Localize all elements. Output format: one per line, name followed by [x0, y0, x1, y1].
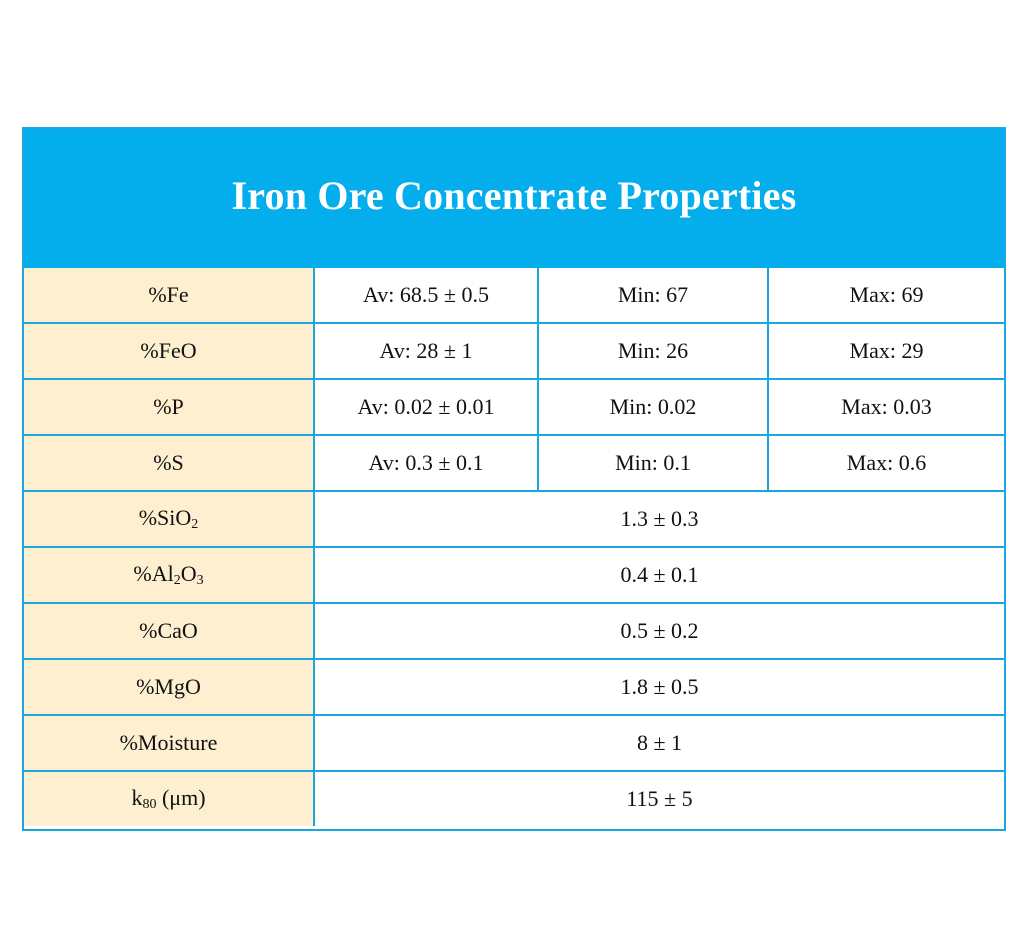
table-row-fe	[24, 268, 1004, 323]
table-row-feo	[24, 323, 1004, 379]
average-cell: Av: 68.5 ± 0.5	[314, 268, 538, 323]
max-cell: Max: 0.6	[768, 435, 1004, 491]
table-row-p	[24, 379, 1004, 435]
max-cell: Max: 69	[768, 268, 1004, 323]
row-label: %Fe	[24, 268, 314, 323]
value-cell: 8 ± 1	[314, 715, 1004, 771]
row-label: %FeO	[24, 323, 314, 379]
row-label: %MgO	[24, 659, 314, 715]
properties-card	[22, 127, 1006, 831]
row-label: %S	[24, 435, 314, 491]
min-cell: Min: 67	[538, 268, 768, 323]
table-row-mgo	[24, 659, 1004, 715]
max-cell: Max: 29	[768, 323, 1004, 379]
row-label: %CaO	[24, 603, 314, 659]
table-row-moisture	[24, 715, 1004, 771]
value-cell: 1.3 ± 0.3	[314, 491, 1004, 547]
min-cell: Min: 0.02	[538, 379, 768, 435]
value-cell: 0.4 ± 0.1	[314, 547, 1004, 603]
table-row-s	[24, 435, 1004, 491]
row-label: %Moisture	[24, 715, 314, 771]
row-label: $k_{80}$ (μm)	[24, 771, 314, 826]
table-title: Iron Ore Concentrate Properties	[231, 173, 797, 218]
table-row-sio2	[24, 491, 1004, 547]
value-cell: 0.5 ± 0.2	[314, 603, 1004, 659]
row-label: %SiO$_2$	[24, 491, 314, 547]
row-label: $\%Al_2O_3$	[24, 547, 314, 603]
average-cell: Av: 0.02 ± 0.01	[314, 379, 538, 435]
average-cell: Av: 0.3 ± 0.1	[314, 435, 538, 491]
table-row-k80	[24, 771, 1004, 826]
table-header	[24, 129, 1004, 268]
max-cell: Max: 0.03	[768, 379, 1004, 435]
table-row-cao	[24, 603, 1004, 659]
min-cell: Min: 26	[538, 323, 768, 379]
value-cell: 115 ± 5	[314, 771, 1004, 826]
table-row-al2o3	[24, 547, 1004, 603]
value-cell: 1.8 ± 0.5	[314, 659, 1004, 715]
average-cell: Av: 28 ± 1	[314, 323, 538, 379]
min-cell: Min: 0.1	[538, 435, 768, 491]
properties-table	[24, 268, 1004, 826]
row-label: %P	[24, 379, 314, 435]
